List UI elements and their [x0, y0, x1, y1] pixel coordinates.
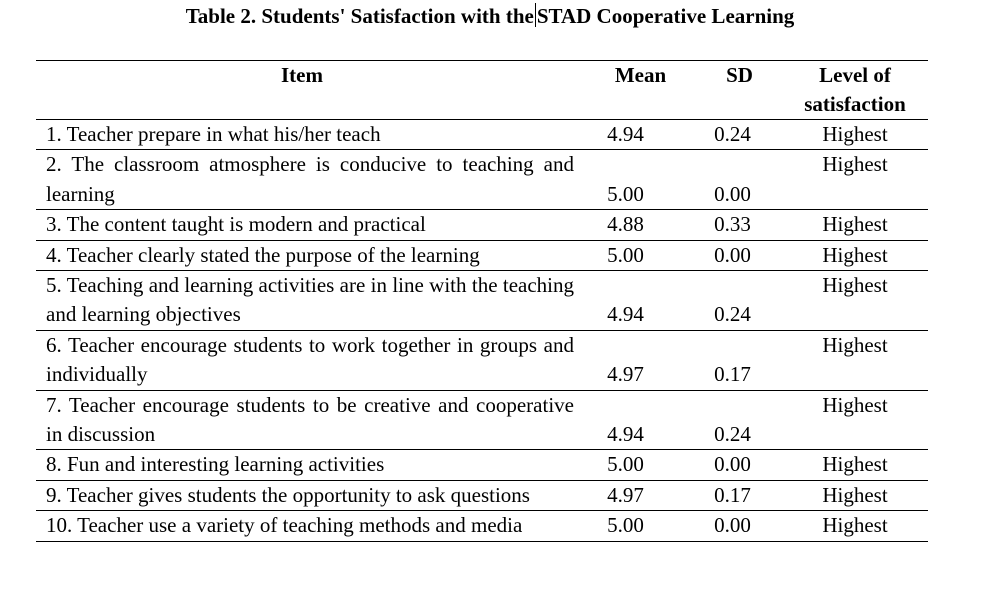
table-caption [0, 2, 980, 30]
table-row [36, 120, 928, 150]
mean-cell: 4.88 [607, 212, 644, 237]
item-cell: 6. Teacher encourage students to work together in groups and individually [46, 332, 574, 387]
level-cell: Highest [822, 452, 888, 477]
level-cell: Highest [822, 482, 888, 507]
table-row [36, 150, 928, 210]
header-mean: Mean [614, 63, 667, 87]
level-cell: Highest [822, 122, 888, 146]
header-row [36, 61, 928, 120]
mean-cell: 4.97 [607, 482, 644, 507]
item-cell: 3. The content taught is modern and practical [46, 212, 426, 237]
table-row [36, 210, 928, 240]
caption-text-start: Table 2. Students' Satisfaction with the [185, 4, 534, 28]
level-cell: Highest [822, 392, 888, 417]
table-row [36, 450, 928, 480]
sd-cell: 0.00 [714, 452, 751, 477]
sd-cell: 0.17 [714, 362, 751, 387]
level-cell: Highest [822, 242, 888, 267]
item-cell: 9. Teacher gives students the opportunity to ask questions [46, 482, 530, 507]
item-cell: 2. The classroom atmosphere is conducive to teaching and learning [46, 152, 574, 206]
sd-cell: 0.24 [714, 422, 751, 447]
table-body [36, 120, 928, 542]
mean-cell: 4.97 [607, 362, 644, 387]
table-row [36, 330, 928, 390]
satisfaction-table [36, 60, 928, 542]
sd-cell: 0.00 [714, 181, 751, 206]
item-cell: 10. Teacher use a variety of teaching methods and media [46, 513, 523, 538]
level-cell: Highest [822, 152, 888, 177]
header-item: Item [281, 63, 323, 87]
sd-cell: 0.24 [714, 302, 751, 327]
mean-cell: 5.00 [607, 181, 644, 206]
mean-cell: 4.94 [607, 302, 644, 327]
item-cell: 7. Teacher encourage students to be creative and cooperative in discussion [46, 392, 574, 447]
item-cell: 5. Teaching and learning activities are in line with the teaching and learning objectives [46, 273, 574, 327]
level-cell: Highest [822, 273, 888, 298]
level-cell: Highest [822, 332, 888, 357]
item-cell: 1. Teacher prepare in what his/her teach [46, 122, 381, 146]
table-row [36, 480, 928, 510]
level-cell: Highest [822, 513, 888, 538]
item-cell: 4. Teacher clearly stated the purpose of the learning [46, 242, 480, 267]
mean-cell: 5.00 [607, 452, 644, 477]
sd-cell: 0.17 [714, 482, 751, 507]
item-cell: 8. Fun and interesting learning activities [46, 452, 385, 477]
table-row [36, 511, 928, 541]
mean-cell: 5.00 [607, 513, 644, 538]
caption-text-end: STAD Cooperative Learning [536, 4, 795, 28]
sd-cell: 0.24 [714, 122, 751, 146]
table-row [36, 390, 928, 450]
table-row [36, 240, 928, 270]
table-row [36, 271, 928, 331]
mean-cell: 4.94 [607, 422, 644, 447]
sd-cell: 0.33 [714, 212, 751, 237]
header-level: Level of satisfaction [804, 63, 906, 116]
header-sd: SD [726, 63, 753, 87]
table-header [36, 61, 928, 120]
text-cursor [535, 3, 536, 27]
level-cell: Highest [822, 212, 888, 237]
mean-cell: 5.00 [607, 242, 644, 267]
mean-cell: 4.94 [607, 122, 644, 146]
sd-cell: 0.00 [714, 242, 751, 267]
sd-cell: 0.00 [714, 513, 751, 538]
